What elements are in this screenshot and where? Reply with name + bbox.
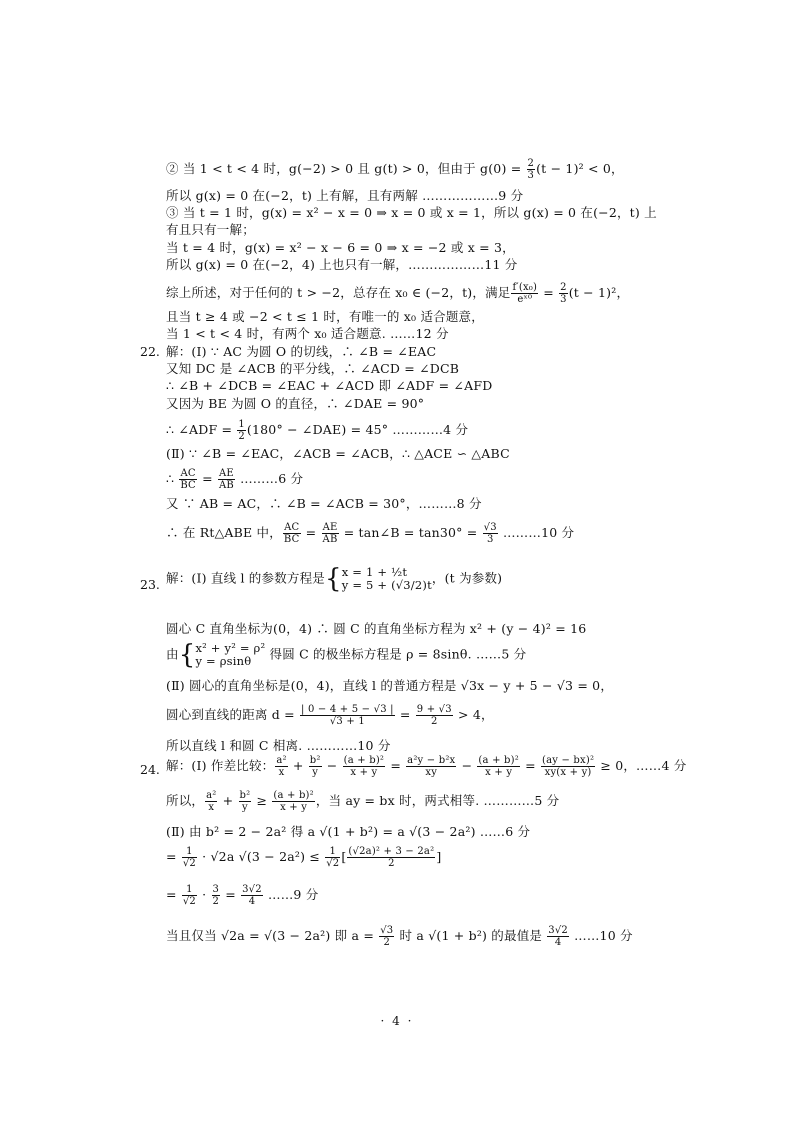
fraction: $\frac{| 0 - 4 + 5 - √3 |}{√3 + 1}$ xyxy=(301,704,394,727)
line-conclusion: 综上所述，对于任何的 t > −2，总存在 x₀ ∈ (−2，t)，满足 $\frac{\text{f′(x₀)}}{\text{eˣ⁰}}$ = $\frac{2}{3}$ (t − 1)²， xyxy=(166,282,630,305)
problem-number-24: 24. xyxy=(140,762,160,777)
line-case-2: ② 当 1 < t < 4 时，g(−2) > 0 且 g(t) > 0，但由于 g(0) = $\frac{2}{3}$ (t − 1)² < 0， xyxy=(166,158,624,181)
line-23-line-equation: (Ⅱ) 圆心的直角坐标是(0，4)，直线 l 的普通方程是 √3x − y + 5 − √3 = 0， xyxy=(166,678,614,693)
line-23-circle-cartesian: 圆心 C 直角坐标为(0，4) ∴ 圆 C 的直角坐标方程为 x² + (y − 4)² = 16 xyxy=(166,621,587,636)
fraction: $\frac{\text{(ay − bx)²}}{xy(x + y)}$ xyxy=(541,755,595,778)
line-case-3: ③ 当 t = 1 时，g(x) = x² − x = 0 ⇒ x = 0 或 x = 1，所以 g(x) = 0 在(−2，t) 上 xyxy=(166,205,657,220)
line-22-right-triangle: ∴ 在 Rt△ABE 中， $\frac{AC}{BC}$ = $\frac{AE}{AB}$ = tan∠B = tan30° = $\frac{√3}{3}$ ………10 分 xyxy=(166,522,575,545)
fraction: $\frac{\text{b²}}{y}$ xyxy=(309,755,321,778)
fraction: $\frac{1}{√2}$ xyxy=(326,846,340,869)
problem-number-22: 22. xyxy=(140,344,160,359)
line-22-diameter: 又因为 BE 为圆 O 的直径，∴ ∠DAE = 90° xyxy=(166,396,425,411)
equation-system: x² + y² = ρ² y = ρsinθ xyxy=(195,641,266,668)
fraction: $\frac{AE}{AB}$ xyxy=(218,468,234,491)
left-brace-icon: { xyxy=(178,640,196,670)
fraction: $\frac{\text{b²}}{y}$ xyxy=(239,790,251,813)
line-22-tangent: 解：(Ⅰ) ∵ AC 为圆 O 的切线，∴ ∠B = ∠EAC xyxy=(166,344,437,359)
fraction: $\frac{2}{3}$ xyxy=(527,158,535,181)
line-one-solution: 有且只有一解； xyxy=(166,222,255,237)
fraction: $\frac{1}{√2}$ xyxy=(182,846,196,869)
line-22-angle-sum: ∴ ∠B + ∠DCB = ∠EAC + ∠ACD 即 ∠ADF = ∠AFD xyxy=(166,378,493,393)
line-24-equality: 当且仅当 √2a = √(3 − 2a²) 即 a = $\frac{√3}{2}$ 时 a √(1 + b²) 的最值是 $\frac{3√2}{4}$ ……10 分 xyxy=(166,925,633,948)
fraction: $\frac{AC}{BC}$ xyxy=(283,522,300,545)
page-number: · 4 · xyxy=(380,1014,414,1028)
fraction: $\frac{1}{√2}$ xyxy=(182,884,196,907)
line-two-x0: 当 1 < t < 4 时，有两个 x₀ 适合题意. ……12 分 xyxy=(166,326,449,341)
fraction: $\frac{\text{a²}}{x}$ xyxy=(276,755,287,778)
line-23-distance: 圆心到直线的距离 d = $\frac{| 0 - 4 + 5 - √3 |}{√3 + 1}$ = $\frac{9 + √3}{2}$ > 4， xyxy=(166,704,494,727)
line-23-polar: 由{ x² + y² = ρ² y = ρsinθ 得圆 C 的极坐标方程是 ρ = 8sinθ. ……5 分 xyxy=(166,640,527,670)
line-24-difference: 解：(Ⅰ) 作差比较： $\frac{\text{a²}}{x}$ + $\frac{\text{b²}}{y}$ − $\frac{\text{(a + b)²}}{x + y}$ = $\frac{\text{a²y − b²x}}{xy}$ − $\frac{\text{(a + b)²}}{x + y}$ = $\frac{\text{(ay − bx)²}}{xy(x + y)}$ ≥ 0，……4 分 xyxy=(166,755,687,778)
fraction: $\frac{2}{3}$ xyxy=(560,282,567,305)
fraction: $\frac{3√2}{4}$ xyxy=(242,884,262,907)
fraction: $\frac{\text{(a + b)²}}{x + y}$ xyxy=(478,755,519,778)
fraction: $\frac{√3}{2}$ xyxy=(380,925,394,948)
fraction: $\frac{9 + √3}{2}$ xyxy=(416,704,452,727)
fraction: $\frac{3}{2}$ xyxy=(212,884,220,907)
problem-number-23: 23. xyxy=(140,577,160,592)
line-24-inequality: 所以， $\frac{\text{a²}}{x}$ + $\frac{\text{b²}}{y}$ ≥ $\frac{\text{(a + b)²}}{x + y}$ ，当 ay = bx 时，两式相等. …………5 分 xyxy=(166,790,560,813)
line-22-bisector: 又知 DC 是 ∠ACB 的平分线，∴ ∠ACD = ∠DCB xyxy=(166,361,460,376)
fraction: $\frac{\text{f′(x₀)}}{\text{eˣ⁰}}$ xyxy=(512,282,538,305)
line-22-similar: (Ⅱ) ∵ ∠B = ∠EAC，∠ACB = ∠ACB，∴ △ACE ∽ △ABC xyxy=(166,446,510,461)
fraction: $\frac{\text{a²y − b²x}}{xy}$ xyxy=(407,755,456,778)
line-22-ratio: ∴ $\frac{AC}{BC}$ = $\frac{AE}{AB}$ ………6 分 xyxy=(166,468,304,491)
line-23-parametric: 解：(Ⅰ) 直线 l 的参数方程是{ x = 1 + ½t y = 5 + (√3/2)t ，(t 为参数) xyxy=(166,564,503,594)
fraction: $\frac{\text{(√2a)² + 3 − 2a²}}{2}$ xyxy=(348,846,435,869)
line-24-bound: = $\frac{1}{√2}$ · √2a √(3 − 2a²) ≤ $\frac{1}{√2}$ [ $\frac{\text{(√2a)² + 3 − 2a²}}{2}$ ] xyxy=(166,846,442,869)
fraction: $\frac{1}{2}$ xyxy=(238,419,245,442)
left-brace-icon: { xyxy=(325,564,342,594)
fraction: $\frac{AC}{BC}$ xyxy=(180,468,196,491)
equation-system: x = 1 + ½t y = 5 + (√3/2)t xyxy=(341,565,432,592)
line-23-separate: 所以直线 l 和圆 C 相离. …………10 分 xyxy=(166,738,391,753)
fraction: $\frac{\text{(a + b)²}}{x + y}$ xyxy=(343,755,385,778)
fraction: $\frac{AE}{AB}$ xyxy=(322,522,338,545)
line-unique-x0: 且当 t ≥ 4 或 −2 < t ≤ 1 时，有唯一的 x₀ 适合题意， xyxy=(166,309,484,324)
fraction: $\frac{\text{a²}}{x}$ xyxy=(206,790,217,813)
fraction: $\frac{3√2}{4}$ xyxy=(548,925,568,948)
fraction: $\frac{√3}{3}$ xyxy=(483,522,497,545)
line-22-equal-sides: 又 ∵ AB = AC，∴ ∠B = ∠ACB = 30°，………8 分 xyxy=(166,496,482,511)
line-t-equals-4: 当 t = 4 时，g(x) = x² − x − 6 = 0 ⇒ x = −2 或 x = 3， xyxy=(166,240,515,255)
line-22-adf: ∴ ∠ADF = $\frac{1}{2}$ (180° − ∠DAE) = 45° …………4 分 xyxy=(166,419,469,442)
line-24-value: = $\frac{1}{√2}$ · $\frac{3}{2}$ = $\frac{3√2}{4}$ ……9 分 xyxy=(166,884,319,907)
fraction: $\frac{\text{(a + b)²}}{x + y}$ xyxy=(273,790,314,813)
line-also-one-solution: 所以 g(x) = 0 在(−2，4) 上也只有一解，………………11 分 xyxy=(166,257,518,272)
line-24-part2: (Ⅱ) 由 b² = 2 − 2a² 得 a √(1 + b²) = a √(3 − 2a²) ……6 分 xyxy=(166,824,531,839)
line-two-solutions: 所以 g(x) = 0 在(−2，t) 上有解，且有两解 ………………9 分 xyxy=(166,188,524,203)
